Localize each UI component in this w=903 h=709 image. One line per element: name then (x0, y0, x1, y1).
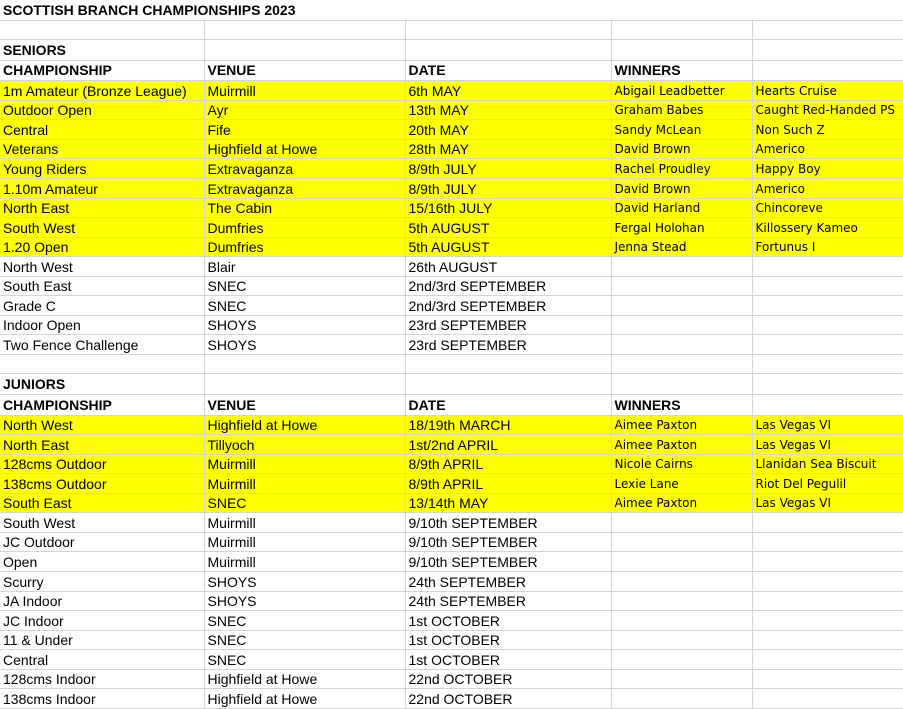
seniors-table-row (0, 296, 903, 316)
winner-horse-cell[interactable]: Fortunus I (752, 237, 903, 257)
championship-cell[interactable]: 1m Amateur (Bronze League) (0, 81, 204, 101)
column-header-winners[interactable]: WINNERS (611, 60, 752, 81)
date-cell[interactable]: 5th AUGUST (405, 237, 611, 257)
championship-cell[interactable]: South East (0, 276, 204, 296)
juniors-table-row (0, 454, 903, 474)
winner-rider-cell[interactable] (611, 630, 752, 650)
empty-cell[interactable] (405, 354, 611, 374)
venue-cell[interactable]: Highfield at Howe (204, 139, 405, 159)
venue-cell[interactable]: Tillyoch (204, 435, 405, 455)
championship-cell[interactable]: Central (0, 120, 204, 140)
championship-cell[interactable]: 11 & Under (0, 630, 204, 650)
empty-cell[interactable] (752, 20, 903, 40)
seniors-table-row (0, 159, 903, 179)
winner-horse-cell[interactable]: Las Vegas VI (752, 493, 903, 513)
empty-cell[interactable] (204, 374, 405, 395)
venue-cell[interactable]: Muirmill (204, 81, 405, 101)
date-cell[interactable]: 22nd OCTOBER (405, 689, 611, 709)
winner-horse-cell[interactable] (752, 689, 903, 709)
venue-cell[interactable]: SNEC (204, 493, 405, 513)
seniors-table-row (0, 198, 903, 218)
championship-cell[interactable]: 128cms Indoor (0, 669, 204, 689)
juniors-table-row (0, 415, 903, 435)
empty-cell[interactable] (204, 354, 405, 374)
winner-rider-cell[interactable]: Lexie Lane (611, 474, 752, 494)
empty-cell[interactable] (611, 20, 752, 40)
column-header-venue[interactable]: VENUE (204, 395, 405, 416)
juniors-table-row (0, 493, 903, 513)
date-cell[interactable]: 9/10th SEPTEMBER (405, 513, 611, 533)
championship-cell[interactable]: Scurry (0, 572, 204, 592)
date-cell[interactable]: 26th AUGUST (405, 257, 611, 277)
winner-rider-cell[interactable] (611, 650, 752, 670)
championship-cell[interactable]: 1.10m Amateur (0, 179, 204, 199)
column-header-date[interactable]: DATE (405, 395, 611, 416)
winner-rider-cell[interactable] (611, 552, 752, 572)
empty-cell[interactable] (752, 60, 903, 81)
date-cell[interactable]: 9/10th SEPTEMBER (405, 552, 611, 572)
date-cell[interactable]: 1st OCTOBER (405, 630, 611, 650)
juniors-table-row (0, 435, 903, 455)
blank-row (0, 20, 903, 40)
championship-cell[interactable]: Veterans (0, 139, 204, 159)
championship-cell[interactable]: North East (0, 435, 204, 455)
venue-cell[interactable]: SNEC (204, 296, 405, 316)
winner-horse-cell[interactable] (752, 296, 903, 316)
date-cell[interactable]: 6th MAY (405, 81, 611, 101)
championship-cell[interactable]: 138cms Outdoor (0, 474, 204, 494)
championship-cell[interactable]: Open (0, 552, 204, 572)
winner-horse-cell[interactable] (752, 315, 903, 335)
championship-cell[interactable]: South West (0, 513, 204, 533)
winner-rider-cell[interactable]: Jenna Stead (611, 237, 752, 257)
date-cell[interactable]: 1st OCTOBER (405, 611, 611, 631)
winner-horse-cell[interactable] (752, 650, 903, 670)
winner-rider-cell[interactable]: Fergal Holohan (611, 218, 752, 238)
seniors-table-row (0, 237, 903, 257)
winner-rider-cell[interactable]: Nicole Cairns (611, 454, 752, 474)
winner-rider-cell[interactable] (611, 276, 752, 296)
winner-horse-cell[interactable]: Riot Del Pegulil (752, 474, 903, 494)
championship-cell[interactable]: 1.20 Open (0, 237, 204, 257)
winner-horse-cell[interactable] (752, 276, 903, 296)
empty-cell[interactable] (405, 374, 611, 395)
winner-rider-cell[interactable] (611, 611, 752, 631)
seniors-heading[interactable]: SENIORS (0, 40, 204, 61)
juniors-table-row (0, 689, 903, 709)
winner-rider-cell[interactable]: Rachel Proudley (611, 159, 752, 179)
championship-cell[interactable]: South East (0, 493, 204, 513)
venue-cell[interactable]: Fife (204, 120, 405, 140)
juniors-table-row (0, 572, 903, 592)
winner-rider-cell[interactable] (611, 532, 752, 552)
venue-cell[interactable]: SHOYS (204, 572, 405, 592)
championship-cell[interactable]: South West (0, 218, 204, 238)
blank-row (0, 354, 903, 374)
venue-cell[interactable]: Extravaganza (204, 159, 405, 179)
juniors-table-row (0, 630, 903, 650)
championship-cell[interactable]: JC Indoor (0, 611, 204, 631)
winner-horse-cell[interactable] (752, 335, 903, 355)
date-cell[interactable]: 18/19th MARCH (405, 415, 611, 435)
date-cell[interactable]: 28th MAY (405, 139, 611, 159)
date-cell[interactable]: 1st/2nd APRIL (405, 435, 611, 455)
winner-rider-cell[interactable] (611, 296, 752, 316)
winner-horse-cell[interactable]: Las Vegas VI (752, 415, 903, 435)
date-cell[interactable]: 8/9th APRIL (405, 474, 611, 494)
championship-cell[interactable]: Two Fence Challenge (0, 335, 204, 355)
empty-cell[interactable] (752, 395, 903, 416)
championship-cell[interactable]: Grade C (0, 296, 204, 316)
seniors-table-row (0, 120, 903, 140)
venue-cell[interactable]: Extravaganza (204, 179, 405, 199)
column-header-winners[interactable]: WINNERS (611, 395, 752, 416)
title-row (0, 0, 903, 20)
championship-cell[interactable]: 138cms Indoor (0, 689, 204, 709)
venue-cell[interactable]: Ayr (204, 100, 405, 120)
empty-cell[interactable] (204, 20, 405, 40)
winner-rider-cell[interactable]: David Brown (611, 139, 752, 159)
empty-cell[interactable] (405, 40, 611, 61)
championship-cell[interactable]: JA Indoor (0, 591, 204, 611)
juniors-table-row (0, 650, 903, 670)
date-cell[interactable]: 9/10th SEPTEMBER (405, 532, 611, 552)
date-cell[interactable]: 23rd SEPTEMBER (405, 335, 611, 355)
seniors-table-row (0, 335, 903, 355)
winner-horse-cell[interactable] (752, 611, 903, 631)
date-cell[interactable]: 13/14th MAY (405, 493, 611, 513)
championship-cell[interactable]: Outdoor Open (0, 100, 204, 120)
seniors-table-row (0, 276, 903, 296)
date-cell[interactable]: 13th MAY (405, 100, 611, 120)
juniors-table-row (0, 474, 903, 494)
date-cell[interactable]: 15/16th JULY (405, 198, 611, 218)
date-cell[interactable]: 8/9th JULY (405, 179, 611, 199)
winner-horse-cell[interactable]: Caught Red-Handed PS (752, 100, 903, 120)
winner-rider-cell[interactable]: Aimee Paxton (611, 415, 752, 435)
winner-horse-cell[interactable] (752, 669, 903, 689)
winner-horse-cell[interactable]: Chincoreve (752, 198, 903, 218)
championship-cell[interactable]: North West (0, 415, 204, 435)
date-cell[interactable]: 20th MAY (405, 120, 611, 140)
seniors-table-row (0, 81, 903, 101)
winner-rider-cell[interactable] (611, 315, 752, 335)
winner-rider-cell[interactable]: Abigail Leadbetter (611, 81, 752, 101)
winner-horse-cell[interactable] (752, 532, 903, 552)
column-header-date[interactable]: DATE (405, 60, 611, 81)
empty-cell[interactable] (0, 20, 204, 40)
date-cell[interactable]: 8/9th JULY (405, 159, 611, 179)
championship-cell[interactable]: JC Outdoor (0, 532, 204, 552)
juniors-table-row (0, 552, 903, 572)
venue-cell[interactable]: Highfield at Howe (204, 415, 405, 435)
juniors-heading-row (0, 374, 903, 395)
winner-rider-cell[interactable] (611, 689, 752, 709)
venue-cell[interactable]: SNEC (204, 630, 405, 650)
winner-rider-cell[interactable]: David Brown (611, 179, 752, 199)
winner-rider-cell[interactable]: Aimee Paxton (611, 435, 752, 455)
venue-cell[interactable]: Muirmill (204, 513, 405, 533)
empty-cell[interactable] (405, 20, 611, 40)
championship-cell[interactable]: North West (0, 257, 204, 277)
venue-cell[interactable]: SNEC (204, 276, 405, 296)
juniors-table-row (0, 591, 903, 611)
winner-horse-cell[interactable]: Americo (752, 139, 903, 159)
venue-cell[interactable]: SHOYS (204, 335, 405, 355)
empty-cell[interactable] (611, 354, 752, 374)
championship-cell[interactable]: Indoor Open (0, 315, 204, 335)
juniors-table-row (0, 513, 903, 533)
winner-rider-cell[interactable] (611, 669, 752, 689)
venue-cell[interactable]: Muirmill (204, 474, 405, 494)
empty-cell[interactable] (752, 354, 903, 374)
seniors-heading-row (0, 40, 903, 61)
seniors-table-row (0, 315, 903, 335)
venue-cell[interactable]: SNEC (204, 611, 405, 631)
sheet-title[interactable]: SCOTTISH BRANCH CHAMPIONSHIPS 2023 (0, 0, 903, 20)
winner-rider-cell[interactable] (611, 335, 752, 355)
winner-horse-cell[interactable]: Llanidan Sea Biscuit (752, 454, 903, 474)
date-cell[interactable]: 2nd/3rd SEPTEMBER (405, 276, 611, 296)
venue-cell[interactable]: The Cabin (204, 198, 405, 218)
seniors-header-row (0, 60, 903, 81)
venue-cell[interactable]: Dumfries (204, 237, 405, 257)
seniors-table-row (0, 100, 903, 120)
seniors-table-row (0, 139, 903, 159)
venue-cell[interactable]: Muirmill (204, 454, 405, 474)
empty-cell[interactable] (752, 40, 903, 61)
winner-horse-cell[interactable] (752, 513, 903, 533)
venue-cell[interactable]: SNEC (204, 650, 405, 670)
date-cell[interactable]: 1st OCTOBER (405, 650, 611, 670)
championship-cell[interactable]: North East (0, 198, 204, 218)
date-cell[interactable]: 24th SEPTEMBER (405, 591, 611, 611)
winner-horse-cell[interactable] (752, 257, 903, 277)
championship-cell[interactable]: 128cms Outdoor (0, 454, 204, 474)
date-cell[interactable]: 2nd/3rd SEPTEMBER (405, 296, 611, 316)
juniors-header-row (0, 395, 903, 416)
column-header-championship[interactable]: CHAMPIONSHIP (0, 395, 204, 416)
venue-cell[interactable]: Highfield at Howe (204, 669, 405, 689)
seniors-table-row (0, 179, 903, 199)
winner-horse-cell[interactable]: Hearts Cruise (752, 81, 903, 101)
winner-horse-cell[interactable]: Las Vegas VI (752, 435, 903, 455)
winner-horse-cell[interactable] (752, 572, 903, 592)
winner-rider-cell[interactable]: David Harland (611, 198, 752, 218)
venue-cell[interactable]: SHOYS (204, 315, 405, 335)
winner-horse-cell[interactable]: Non Such Z (752, 120, 903, 140)
winner-horse-cell[interactable]: Killossery Kameo (752, 218, 903, 238)
empty-cell[interactable] (204, 40, 405, 61)
empty-cell[interactable] (0, 354, 204, 374)
date-cell[interactable]: 5th AUGUST (405, 218, 611, 238)
winner-horse-cell[interactable]: Americo (752, 179, 903, 199)
seniors-table-row (0, 218, 903, 238)
winner-horse-cell[interactable] (752, 552, 903, 572)
date-cell[interactable]: 23rd SEPTEMBER (405, 315, 611, 335)
date-cell[interactable]: 22nd OCTOBER (405, 669, 611, 689)
date-cell[interactable]: 8/9th APRIL (405, 454, 611, 474)
venue-cell[interactable]: Muirmill (204, 532, 405, 552)
championship-cell[interactable]: Young Riders (0, 159, 204, 179)
venue-cell[interactable]: Blair (204, 257, 405, 277)
date-cell[interactable]: 24th SEPTEMBER (405, 572, 611, 592)
winner-horse-cell[interactable] (752, 591, 903, 611)
venue-cell[interactable]: Dumfries (204, 218, 405, 238)
empty-cell[interactable] (611, 374, 752, 395)
winner-horse-cell[interactable]: Happy Boy (752, 159, 903, 179)
winner-rider-cell[interactable] (611, 591, 752, 611)
winner-rider-cell[interactable] (611, 572, 752, 592)
venue-cell[interactable]: Muirmill (204, 552, 405, 572)
juniors-table-row (0, 669, 903, 689)
juniors-table-row (0, 611, 903, 631)
winner-rider-cell[interactable]: Graham Babes (611, 100, 752, 120)
venue-cell[interactable]: SHOYS (204, 591, 405, 611)
winner-rider-cell[interactable]: Aimee Paxton (611, 493, 752, 513)
empty-cell[interactable] (611, 40, 752, 61)
winner-horse-cell[interactable] (752, 630, 903, 650)
championship-cell[interactable]: Central (0, 650, 204, 670)
empty-cell[interactable] (752, 374, 903, 395)
column-header-championship[interactable]: CHAMPIONSHIP (0, 60, 204, 81)
winner-rider-cell[interactable]: Sandy McLean (611, 120, 752, 140)
winner-rider-cell[interactable] (611, 257, 752, 277)
seniors-table-row (0, 257, 903, 277)
venue-cell[interactable]: Highfield at Howe (204, 689, 405, 709)
juniors-table-row (0, 532, 903, 552)
juniors-heading[interactable]: JUNIORS (0, 374, 204, 395)
winner-rider-cell[interactable] (611, 513, 752, 533)
column-header-venue[interactable]: VENUE (204, 60, 405, 81)
